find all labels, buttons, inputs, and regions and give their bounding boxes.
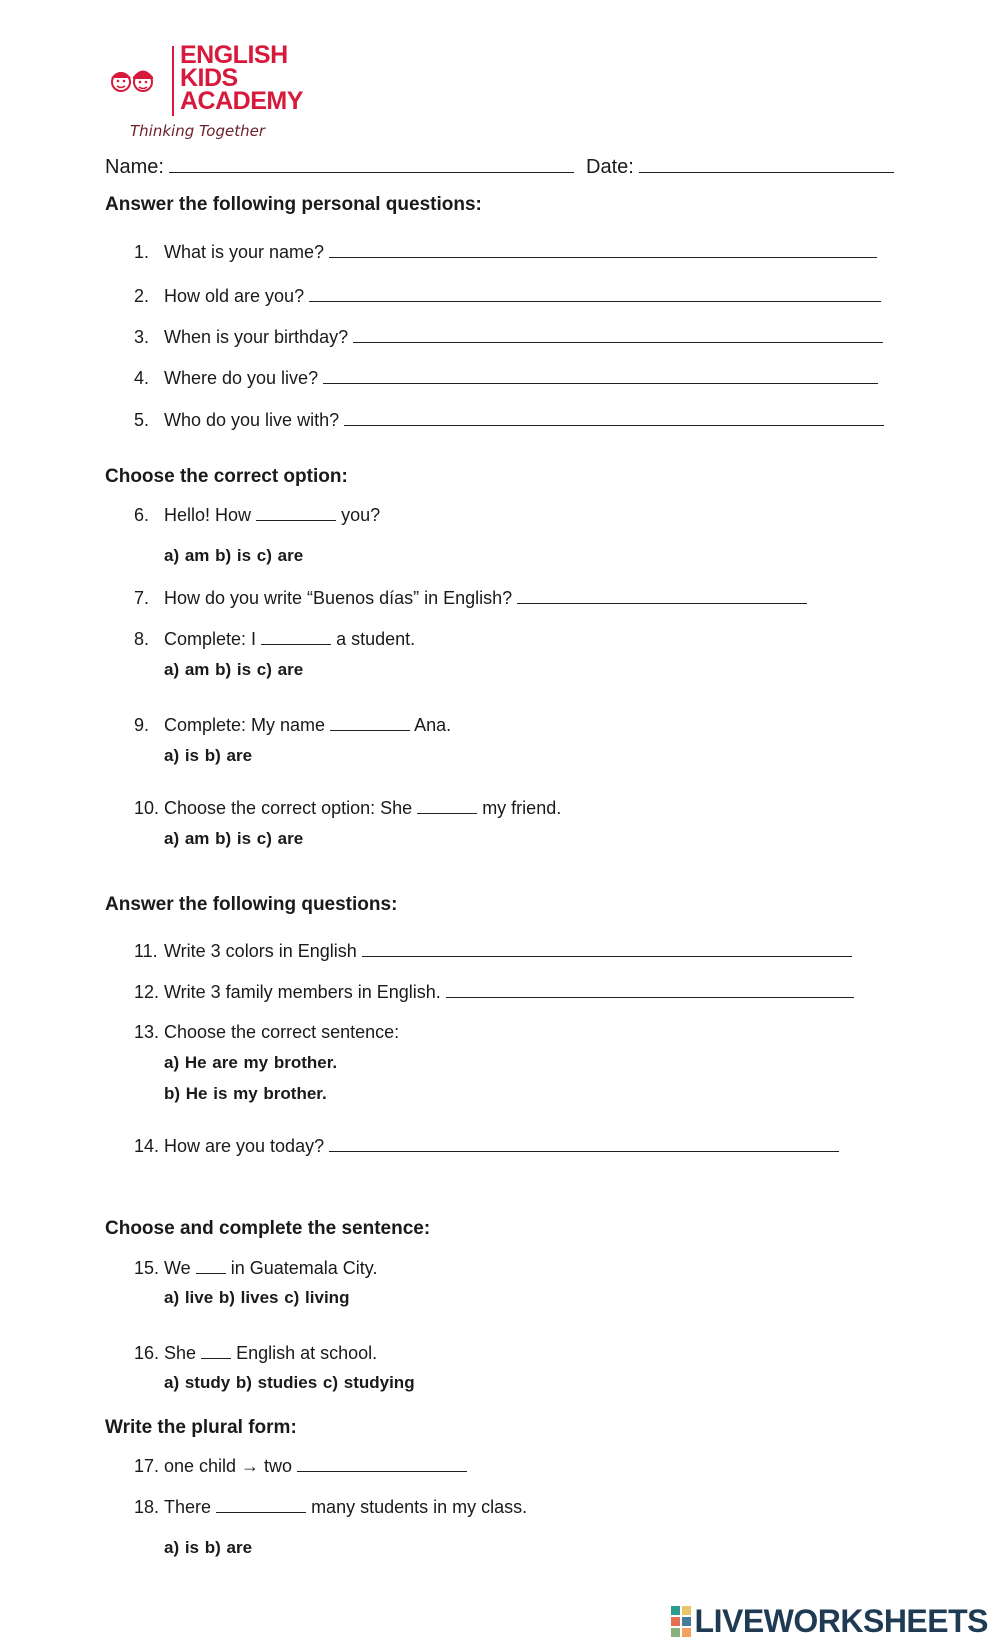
question-6 — [134, 504, 380, 526]
question-text: Choose the correct option: She — [164, 798, 413, 818]
question-number: 4. — [134, 368, 150, 388]
question-text-end: my friend. — [482, 798, 562, 818]
logo-tagline: Thinking Together — [130, 122, 266, 140]
answer-line[interactable] — [309, 285, 881, 302]
question-number: 15. — [134, 1258, 160, 1278]
academy-logo — [105, 41, 303, 144]
question-text: There — [164, 1497, 212, 1517]
question-text-end: English at school. — [236, 1343, 378, 1363]
question-text-end: you? — [341, 505, 381, 525]
question-8 — [134, 628, 415, 650]
blank-line[interactable] — [201, 1342, 231, 1359]
name-row — [105, 156, 894, 179]
question-number: 2. — [134, 286, 150, 306]
question-number: 12. — [134, 982, 160, 1002]
section-heading: Write the plural form: — [105, 1417, 297, 1438]
question-text: Write 3 colors in English — [164, 941, 357, 961]
question-text-end: Ana. — [414, 715, 452, 735]
question-4 — [134, 367, 878, 389]
question-text: Who do you live with? — [164, 410, 340, 430]
logo-line-3: ACADEMY — [180, 87, 303, 115]
section-heading: Answer the following questions: — [105, 894, 398, 915]
question-text: She — [164, 1343, 197, 1363]
question-text: Write 3 family members in English. — [164, 982, 441, 1002]
answer-line[interactable] — [297, 1455, 467, 1472]
answer-option-b[interactable]: b) He is my brother. — [164, 1084, 327, 1103]
blank-line[interactable] — [417, 797, 477, 814]
logo-divider — [172, 46, 174, 116]
answer-options[interactable]: a) am b) is c) are — [164, 546, 304, 565]
question-text-end: many students in my class. — [311, 1497, 528, 1517]
answer-line[interactable] — [329, 1135, 839, 1152]
name-field[interactable] — [169, 156, 574, 173]
question-15 — [134, 1257, 377, 1279]
date-label: Date: — [586, 156, 634, 178]
answer-line[interactable] — [446, 981, 854, 998]
blank-line[interactable] — [256, 504, 336, 521]
question-text: Where do you live? — [164, 368, 319, 388]
section-heading: Answer the following personal questions: — [105, 194, 482, 215]
question-17 — [134, 1455, 467, 1477]
liveworksheets-brand[interactable] — [671, 1603, 988, 1639]
question-number: 3. — [134, 327, 150, 347]
logo-wordmark — [180, 41, 303, 115]
question-text: When is your birthday? — [164, 327, 349, 347]
question-2 — [134, 285, 881, 307]
question-1 — [134, 241, 877, 263]
question-number: 10. — [134, 798, 160, 818]
blank-line[interactable] — [330, 714, 410, 731]
answer-line[interactable] — [353, 326, 883, 343]
question-11 — [134, 940, 852, 962]
blank-line[interactable] — [196, 1257, 226, 1274]
brand-wordmark: LIVEWORKSHEETS — [694, 1602, 988, 1639]
question-number: 6. — [134, 505, 150, 525]
answer-options[interactable]: a) is b) are — [164, 1538, 253, 1557]
question-10 — [134, 797, 561, 819]
answer-line[interactable] — [323, 367, 878, 384]
question-number: 18. — [134, 1497, 160, 1517]
logo-line-2: KIDS — [180, 64, 238, 92]
date-field[interactable] — [639, 156, 894, 173]
question-number: 9. — [134, 715, 150, 735]
question-number: 11. — [134, 941, 158, 961]
question-12 — [134, 981, 854, 1003]
question-18 — [134, 1496, 527, 1518]
question-14 — [134, 1135, 839, 1157]
question-5 — [134, 409, 884, 431]
question-text: Hello! How — [164, 505, 252, 525]
blank-line[interactable] — [216, 1496, 306, 1513]
answer-line[interactable] — [362, 940, 852, 957]
question-number: 16. — [134, 1343, 160, 1363]
answer-line[interactable] — [517, 587, 807, 604]
question-number: 13. — [134, 1022, 160, 1042]
question-text: We — [164, 1258, 191, 1278]
question-text: Complete: I — [164, 629, 257, 649]
question-number: 1. — [134, 242, 150, 262]
question-text: How old are you? — [164, 286, 305, 306]
question-text: How do you write “Buenos días” in English? — [164, 588, 513, 608]
question-text-end: in Guatemala City. — [230, 1258, 378, 1278]
section-heading: Choose the correct option: — [105, 466, 348, 487]
answer-line[interactable] — [344, 409, 884, 426]
question-number: 7. — [134, 588, 150, 608]
blocks-icon — [671, 1606, 691, 1637]
question-text-end: a student. — [336, 629, 416, 649]
section-heading: Choose and complete the sentence: — [105, 1218, 431, 1239]
question-7 — [134, 587, 807, 609]
question-3 — [134, 326, 883, 348]
answer-options[interactable]: a) am b) is c) are — [164, 829, 304, 848]
question-16 — [134, 1342, 377, 1364]
answer-options[interactable]: a) study b) studies c) studying — [164, 1373, 415, 1392]
answer-options[interactable]: a) is b) are — [164, 746, 253, 765]
logo-line-1: ENGLISH — [180, 41, 288, 69]
question-number: 5. — [134, 410, 150, 430]
question-9 — [134, 714, 451, 736]
question-text: Complete: My name — [164, 715, 326, 735]
blank-line[interactable] — [261, 628, 331, 645]
question-13 — [134, 1022, 399, 1043]
question-number: 8. — [134, 629, 150, 649]
answer-line[interactable] — [329, 241, 877, 258]
question-number: 14. — [134, 1136, 160, 1156]
name-label: Name: — [105, 156, 164, 178]
question-text: one child → two — [164, 1456, 293, 1476]
kids-faces-icon — [105, 62, 165, 102]
answer-option-a[interactable]: a) He are my brother. — [164, 1053, 338, 1072]
question-number: 17. — [134, 1456, 160, 1476]
answer-options[interactable]: a) am b) is c) are — [164, 660, 304, 679]
question-text: Choose the correct sentence: — [164, 1022, 400, 1042]
answer-options[interactable]: a) live b) lives c) living — [164, 1288, 350, 1307]
question-text: What is your name? — [164, 242, 325, 262]
question-text: How are you today? — [164, 1136, 325, 1156]
